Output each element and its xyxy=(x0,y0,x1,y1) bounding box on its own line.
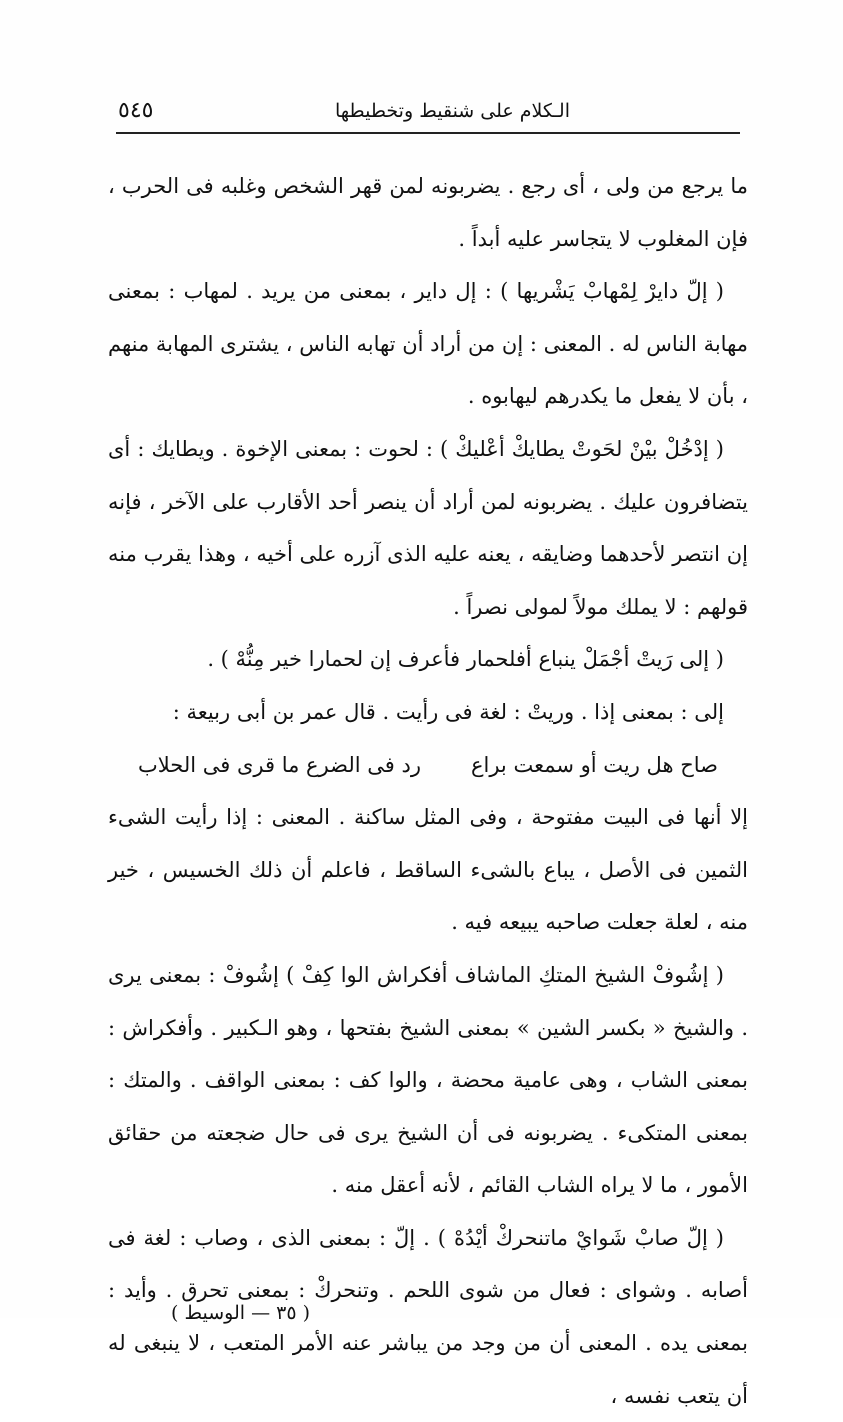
paragraph: ( إدْخُلْ بيْنْ لحَوتْ يطايكْ أعْليكْ ) : لحوت : بمعنى الإخوة . ويطايك : أى يتضافرون عليك . يضربونه لمن أراد أن ينصر أحد الأقارب على الآخر ، فإنه إن انتصر لأحدهما وضايقه ، يعنه عليه الذى آزره على أخيه ، وهذا يقرب منه قولهم : لا يملك مولاً لمولى نصراً . xyxy=(108,436,748,619)
paragraph: ( إلّ صابْ شَوايْ ماتنحركْ أيْدُهْ ) . إلّ : بمعنى الذى ، وصاب : لغة فى أصابه . وشواى : فعال من شوى اللحم . وتنحركْ : بمعنى تحرق . وأيد : بمعنى يده . المعنى أن من وجد من يباشر عنه الأمر المتعب ، لا ينبغى له أن يتعب نفسه ، xyxy=(108,1225,748,1408)
verse-second-hemistich: رد فى الضرع ما قرى فى الحلاب xyxy=(138,752,421,777)
main-text xyxy=(108,160,748,1422)
paragraph: ( إلى رَيتْ أجْمَلْ ينباع أفلحمار فأعرف إن لحمارا خير مِنُّهْ ) . xyxy=(207,647,724,672)
page-number: ٥٤٥ xyxy=(118,98,154,123)
footer-signature: ( ٣٥ — الوسيط ) xyxy=(171,1302,310,1324)
verse-first-hemistich: صاح هل ريت أو سمعت براع xyxy=(470,752,718,777)
header-rule xyxy=(116,132,740,134)
paragraph: ( إلّ دايرْ لِمْهابْ يَشْريها ) : إل داير ، بمعنى من يريد . لمهاب : بمعنى مهابة الناس له . المعنى : إن من أراد أن تهابه الناس ، يشترى المهابة منهم ، بأن لا يفعل ما يكدرهم ليهابوه . xyxy=(108,279,748,409)
paragraph: إلى : بمعنى إذا . وريتْ : لغة فى رأيت . قال عمر بن أبى ربيعة : xyxy=(172,699,724,724)
paragraph: إلا أنها فى البيت مفتوحة ، وفى المثل ساكنة . المعنى : إذا رأيت الشىء الثمين فى الأصل ، يباع بالشىء الساقط ، فاعلم أن ذلك الخسيس ، خير منه ، لعلة جعلت صاحبه يبيعه فيه . xyxy=(108,805,749,935)
header-title: الـكلام على شنقيط وتخطيطها xyxy=(334,100,570,122)
poetry-verse xyxy=(108,739,748,792)
running-header xyxy=(118,96,740,130)
paragraph: ما يرجع من ولى ، أى رجع . يضربونه لمن قهر الشخص وغلبه فى الحرب ، فإن المغلوب لا يتجاسر عليه أبداً . xyxy=(108,174,748,251)
paragraph: ( إشُوفْ الشيخ المتكِ الماشاف أفكراش الوا كِفْ ) إشُوفْ : بمعنى يرى . والشيخ « بكسر الشين » بمعنى الشيخ بفتحها ، وهو الـكبير . وأفكراش : بمعنى الشاب ، وهى عامية محضة ، والوا كف : بمعنى الواقف . والمتك : بمعنى المتكىء . يضربونه فى أن الشيخ يرى فى حال ضجعته من حقائق الأمور ، ما لا يراه الشاب القائم ، لأنه أعقل منه . xyxy=(108,962,748,1198)
